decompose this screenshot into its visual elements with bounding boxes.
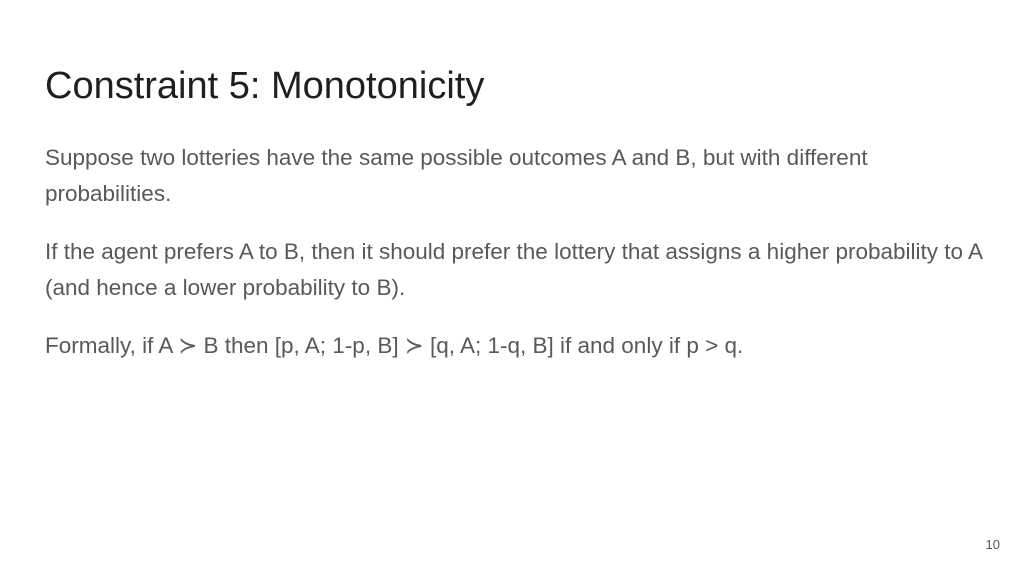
paragraph-formal-definition: Formally, if A ≻ B then [p, A; 1-p, B] ≻ [q, A; 1-q, B] if and only if p > q. — [45, 333, 744, 358]
slide-title: Constraint 5: Monotonicity — [45, 65, 485, 107]
slide-body — [45, 140, 985, 386]
paragraph-lotteries: Suppose two lotteries have the same possible outcomes A and B, but with different probabilities. — [45, 145, 868, 206]
page-number: 10 — [985, 537, 1000, 552]
paragraph-preference: If the agent prefers A to B, then it should prefer the lottery that assigns a higher probability to A (and hence a lower probability to B). — [45, 239, 982, 300]
